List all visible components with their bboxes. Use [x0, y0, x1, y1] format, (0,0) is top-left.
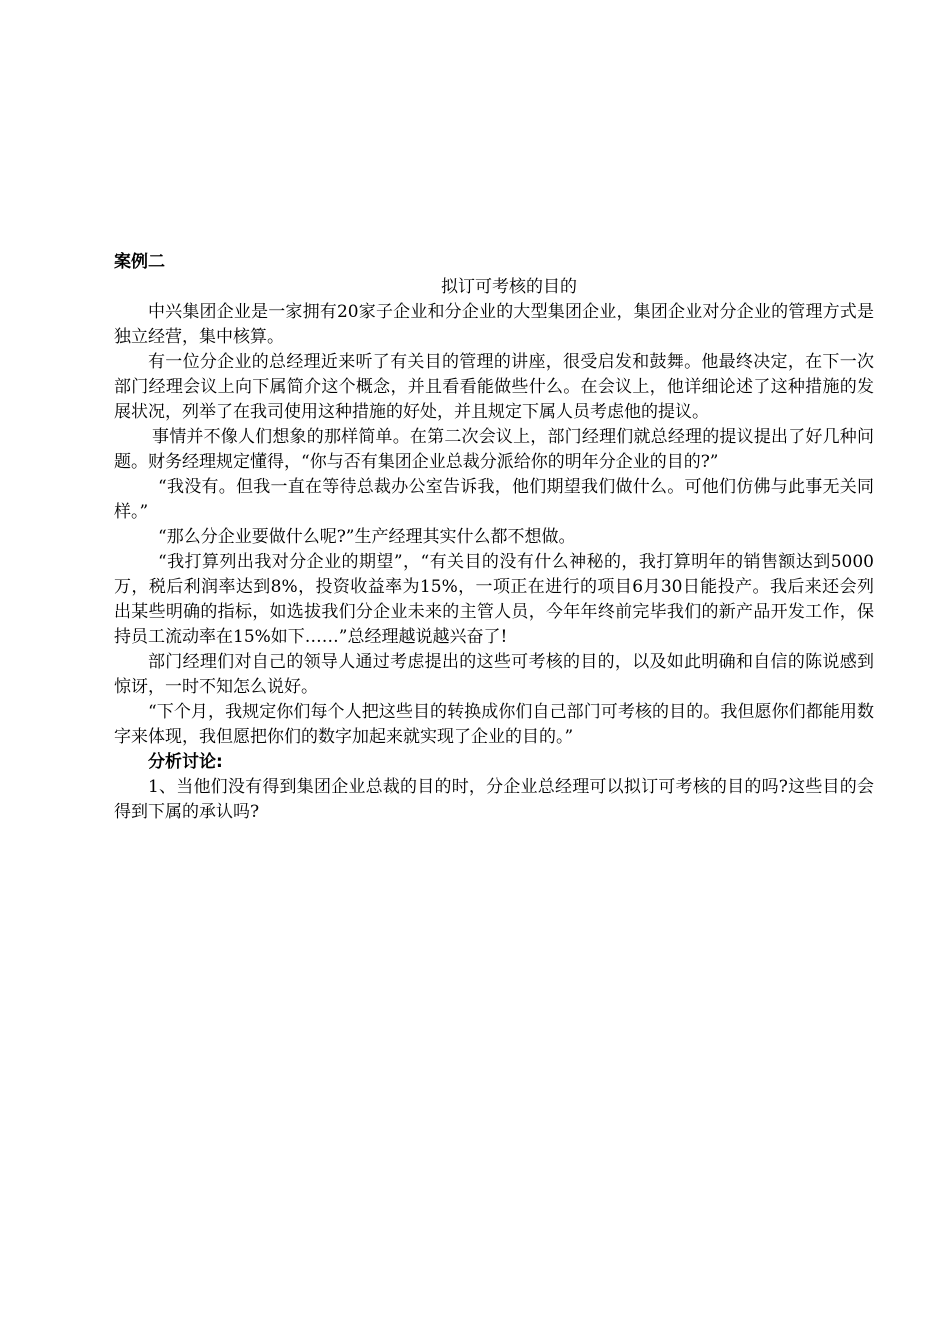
- paragraph-managers-surprised: 部门经理们对自己的领导人通过考虑提出的这些可考核的目的，以及如此明确和自信的陈说感到惊讶，一时不知怎么说好。: [114, 652, 874, 697]
- document-body: [114, 250, 874, 825]
- discussion-question: 1、当他们没有得到集团企业总裁的目的时，分企业总经理可以拟订可考核的目的吗?这些目的会得到下属的承认吗?: [114, 777, 874, 822]
- paragraph-next-month: “下个月，我规定你们每个人把这些目的转换成你们自己部门可考核的目的。我但愿你们都能用数字来体现，我但愿把你们的数字加起来就实现了企业的目的。”: [114, 702, 874, 747]
- paragraph-intro: 中兴集团企业是一家拥有20家子企业和分企业的大型集团企业，集团企业对分企业的管理方式是独立经营，集中核算。: [114, 302, 874, 347]
- document-title: 拟订可考核的目的: [441, 277, 577, 297]
- case-heading: 案例二: [114, 252, 165, 272]
- paragraph-finance-reply: “我没有。但我一直在等待总裁办公室告诉我，他们期望我们做什么。可他们仿佛与此事无关同样。”: [114, 477, 874, 522]
- paragraph-second-meeting: 事情并不像人们想象的那样简单。在第二次会议上，部门经理们就总经理的提议提出了好几种问题。财务经理规定懂得，“你与否有集团企业总裁分派给你的明年分企业的目的?”: [114, 427, 874, 472]
- discussion-heading: 分析讨论:: [148, 752, 223, 772]
- paragraph-expectations: “我打算列出我对分企业的期望”，“有关目的没有什么神秘的，我打算明年的销售额达到5000万，税后利润率达到8%，投资收益率为15%，一项正在进行的项目6月30日能投产。我后来还会列出某些明确的指标，如选拔我们分企业未来的主管人员，今年年终前完毕我们的新产品开发工作，保持员工流动率在15%如下……”总经理越说越兴奋了!: [114, 552, 874, 647]
- paragraph-general-manager: 有一位分企业的总经理近来听了有关目的管理的讲座，很受启发和鼓舞。他最终决定，在下一次部门经理会议上向下属简介这个概念，并且看看能做些什么。在会议上，他详细论述了这种措施的发展状况，列举了在我司使用这种措施的好处，并且规定下属人员考虑他的提议。: [114, 352, 874, 422]
- paragraph-production-manager: “那么分企业要做什么呢?”生产经理其实什么都不想做。: [158, 527, 576, 547]
